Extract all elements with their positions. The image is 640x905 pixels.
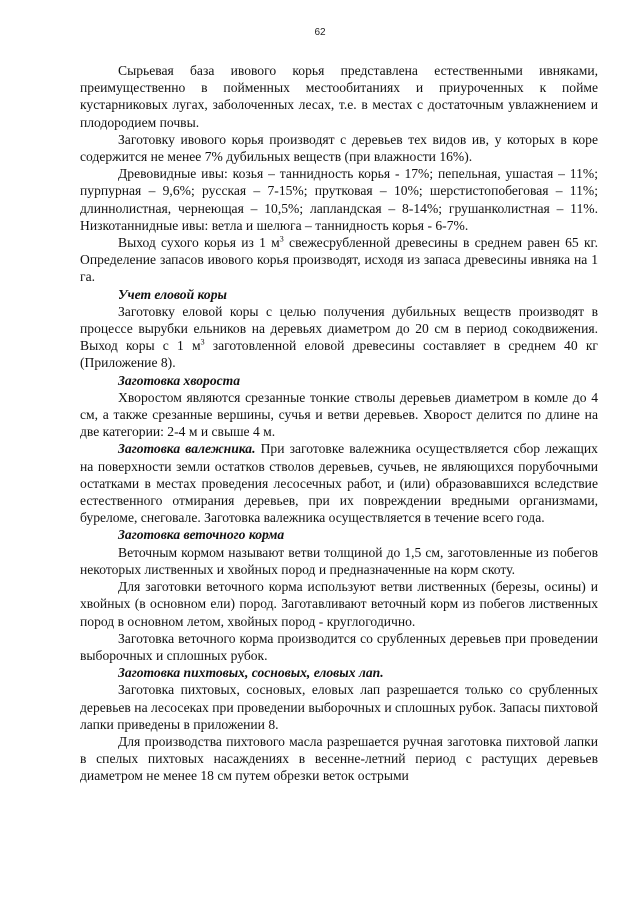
deadwood-lead: Заготовка валежника. bbox=[118, 441, 256, 457]
deadwood-text: При заготовке валежника осуществляется сбор лежащих на поверхности земли остатков стволов деревьев, сучьев, не являющихся порубочными остатками в местах проведения лесосечных работ, и (или) образовавшихся вследствие естественного отмирания деревьев, при их повреждении вредными организмами, буреломе, снеговале. Заготовка валежника осуществляется в течение всего года. bbox=[80, 441, 598, 526]
document-body bbox=[80, 62, 598, 785]
paragraph-willow-species: Древовидные ивы: козья – таннидность корья - 17%; пепельная, ушастая – 11%; пурпурная – 9,6%; русская – 7-15%; прутковая – 10%; шерстистопобеговая – 11%; длиннолистная, чернеющая – 10,5%; лапландская – 8-14%; грушанколистная – 11%. Низкотаннидные ивы: ветла и шелюга – таннидность корья - 6-7%. bbox=[80, 166, 598, 233]
paragraph-fir-oil: Для производства пихтового масла разрешается ручная заготовка пихтовой лапки в спелых пихтовых насаждениях в весенне-летний период с растущих деревьев диаметром не менее 18 см путем обрезки веток острыми bbox=[80, 733, 598, 784]
heading-twig-fodder: Заготовка веточного корма bbox=[118, 527, 285, 543]
heading-brushwood: Заготовка хвороста bbox=[118, 372, 241, 388]
yield-text-b: свежесрубленной древесины в среднем равен 65 кг. Определение запасов ивового корья производят, исходя из запаса древесины ивняка на 1 га. bbox=[80, 235, 598, 285]
paragraph-willow-bark-harvest: Заготовку ивового корья производят с деревьев тех видов ив, у которых в коре содержится не менее 7% дубильных веществ (при влажности 16%). bbox=[80, 131, 598, 165]
heading-spruce-bark: Учет еловой коры bbox=[118, 286, 227, 302]
paragraph-spruce-bark bbox=[80, 303, 598, 372]
paragraph-conifer-branches: Заготовка пихтовых, сосновых, еловых лап разрешается только со срубленных деревьев на лесосеках при проведении выборочных и сплошных рубок. Запасы пихтовой лапки приведены в приложении 8. bbox=[80, 682, 598, 732]
paragraph-twig-fodder-species: Для заготовки веточного корма используют ветви лиственных (березы, осины) и хвойных (в основном ели) пород. Заготавливают веточный корм из побегов лиственных пород в основном летом, хвойных пород - круглогодично. bbox=[80, 579, 598, 629]
cubic-superscript: 3 bbox=[200, 337, 205, 347]
page-number: 62 bbox=[314, 27, 326, 38]
spruce-text-a: Заготовку еловой коры с целью получения дубильных веществ производят в процессе вырубки ельников на деревьях диаметром до 20 см в период сокодвижения. Выход коры с 1 м bbox=[80, 303, 598, 354]
paragraph-twig-fodder-source: Заготовка веточного корма производится со срубленных деревьев при проведении выборочных и сплошных рубок. bbox=[80, 630, 598, 663]
paragraph-dry-bark-yield bbox=[80, 234, 598, 286]
cubic-superscript: 3 bbox=[279, 234, 284, 244]
paragraph-deadwood bbox=[80, 440, 598, 526]
yield-text-a: Выход сухого корья из 1 м bbox=[118, 235, 280, 251]
heading-conifer-branches: Заготовка пихтовых, сосновых, еловых лап. bbox=[118, 665, 384, 681]
paragraph-twig-fodder-definition: Веточным кормом называют ветви толщиной до 1,5 см, заготовленные из побегов некоторых лиственных и хвойных пород и предназначенные на корм скоту. bbox=[80, 544, 598, 577]
spruce-text-b: заготовленной еловой древесины составляет в среднем 40 кг (Приложение 8). bbox=[80, 338, 598, 371]
paragraph-brushwood: Хворостом являются срезанные тонкие стволы деревьев диаметром в комле до 4 см, а также срезанные вершины, сучья и ветви деревьев. Хворост делится по длине на две категории: 2-4 м и свыше 4 м. bbox=[80, 389, 598, 440]
paragraph-raw-material-base: Сырьевая база ивового корья представлена естественными ивняками, преимущественно в пойменных местообитаниях и приуроченных к пойме кустарниковых лугах, заболоченных лесах, т.е. в местах с достаточным увлажнением и плодородием почвы. bbox=[80, 63, 598, 130]
